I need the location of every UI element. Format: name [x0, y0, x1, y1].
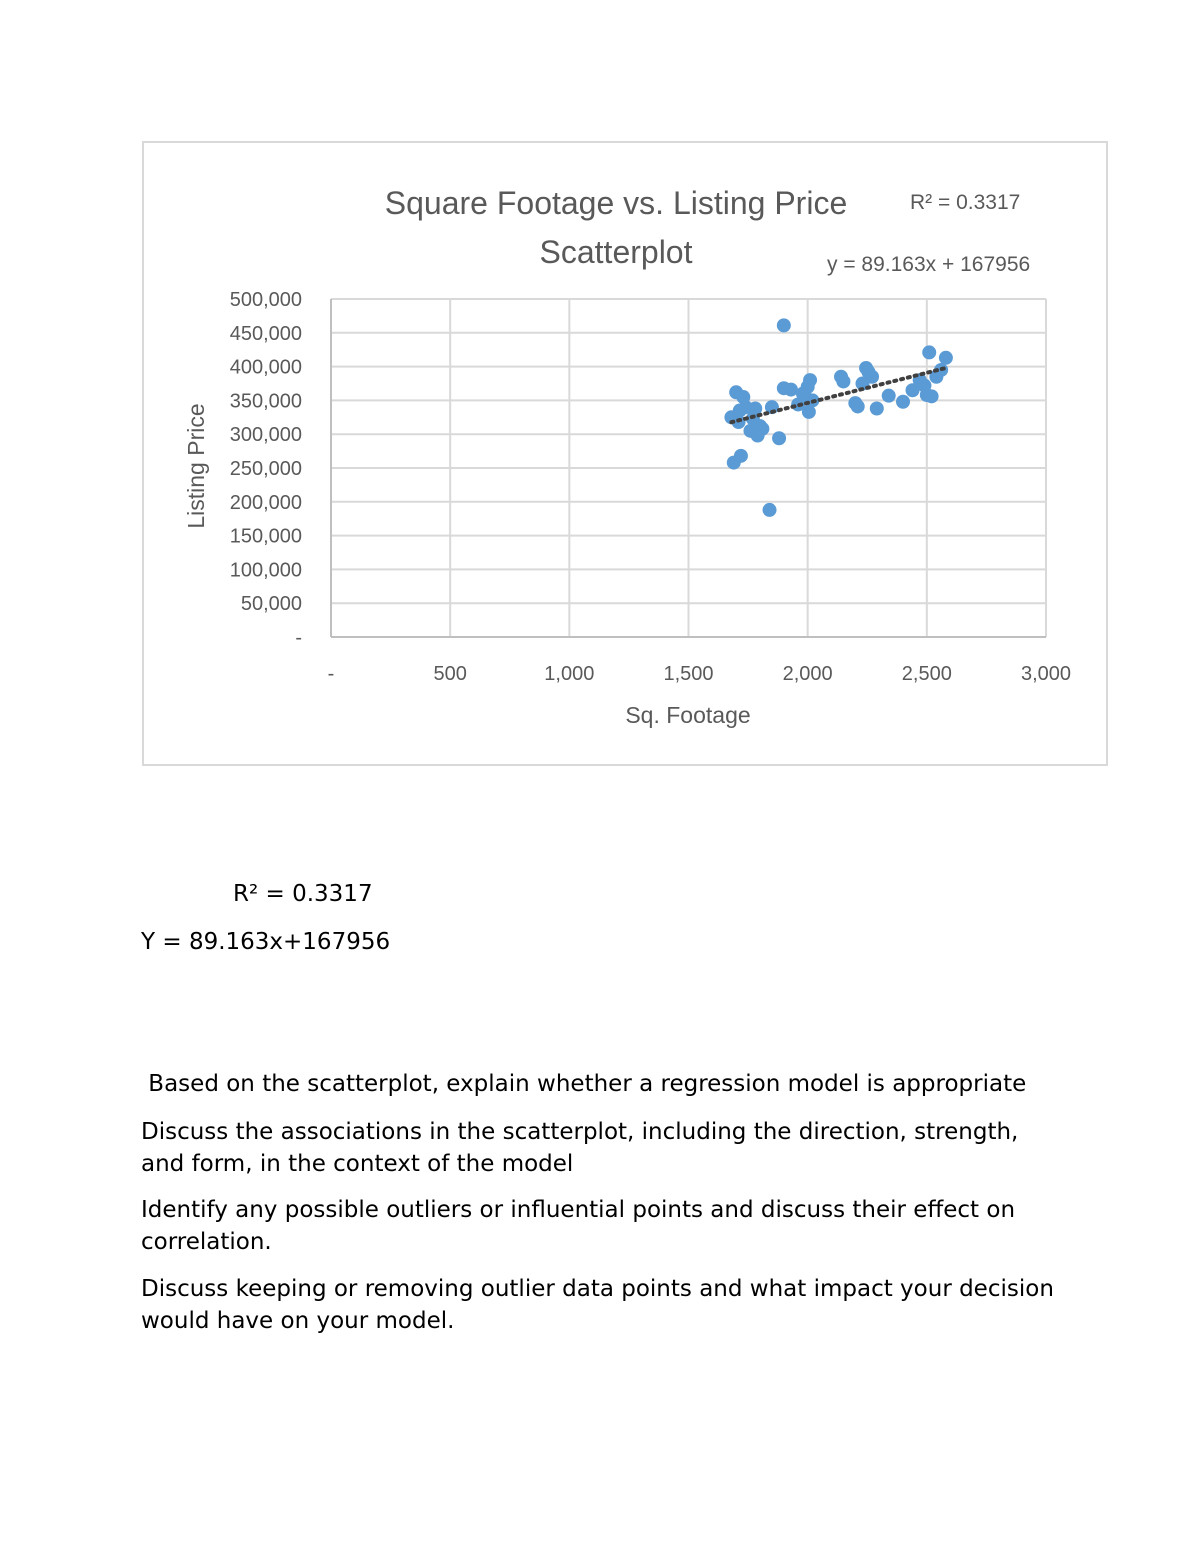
- scatter-point: [851, 399, 865, 413]
- question-associations: Discuss the associations in the scatterplot, including the direction, strength, and form, in the context of the model: [141, 1119, 1019, 1177]
- scatter-point: [922, 345, 936, 359]
- x-axis-label: Sq. Footage: [625, 702, 751, 728]
- scatter-point: [865, 370, 879, 384]
- scatter-point: [836, 374, 850, 388]
- scatter-chart: [144, 143, 1106, 764]
- scatter-point: [755, 422, 769, 436]
- x-tick-label: 1,500: [663, 663, 714, 685]
- scatter-point: [734, 449, 748, 463]
- scatter-point: [763, 503, 777, 517]
- r2-line: R² = 0.3317: [233, 881, 373, 907]
- x-tick-label: 500: [433, 663, 467, 685]
- y-tick-label: 100,000: [229, 559, 302, 582]
- y-axis-label: Listing Price: [183, 403, 209, 529]
- y-tick-label: 500,000: [229, 289, 302, 311]
- axis-layer: [230, 289, 1071, 685]
- y-tick-label: 400,000: [229, 356, 302, 379]
- x-tick-label: 3,000: [1020, 663, 1072, 685]
- chart-title-line1: Square Footage vs. Listing Price: [384, 185, 848, 221]
- x-tick-label: 2,000: [782, 663, 833, 685]
- x-tick-label: -: [327, 663, 335, 685]
- y-tick-label: 200,000: [229, 491, 302, 514]
- x-tick-label: 2,500: [901, 663, 952, 685]
- question-outliers: Identify any possible outliers or influential points and discuss their effect on correlation.: [141, 1197, 1016, 1255]
- y-tick-label: 150,000: [229, 525, 302, 548]
- equation-annotation: y = 89.163x + 167956: [827, 253, 1031, 276]
- chart-container: [142, 141, 1108, 766]
- points-layer: [724, 318, 953, 517]
- equation-line: Y = 89.163x+167956: [141, 929, 391, 955]
- y-tick-label: 450,000: [229, 322, 302, 345]
- scatter-point: [870, 402, 884, 416]
- grid-layer: [331, 299, 1046, 637]
- y-tick-label: 50,000: [240, 593, 302, 616]
- scatter-point: [784, 383, 798, 397]
- r2-annotation: R² = 0.3317: [910, 191, 1021, 214]
- question-keep-remove: Discuss keeping or removing outlier data points and what impact your decision would have on your model.: [141, 1276, 1054, 1334]
- y-tick-label: 250,000: [229, 458, 302, 480]
- question-regression-appropriate: Based on the scatterplot, explain whether a regression model is appropriate: [141, 1071, 1027, 1097]
- scatter-point: [925, 389, 939, 403]
- scatter-point: [939, 351, 953, 365]
- scatter-point: [896, 395, 910, 409]
- y-tick-label: -: [295, 627, 302, 649]
- y-tick-label: 350,000: [229, 390, 302, 413]
- y-tick-label: 300,000: [229, 424, 302, 447]
- x-tick-label: 1,000: [544, 663, 595, 685]
- scatter-point: [882, 389, 896, 403]
- chart-title-line2: Scatterplot: [539, 234, 693, 270]
- scatter-point: [803, 373, 817, 387]
- scatter-point: [772, 431, 786, 445]
- scatter-point: [777, 318, 791, 332]
